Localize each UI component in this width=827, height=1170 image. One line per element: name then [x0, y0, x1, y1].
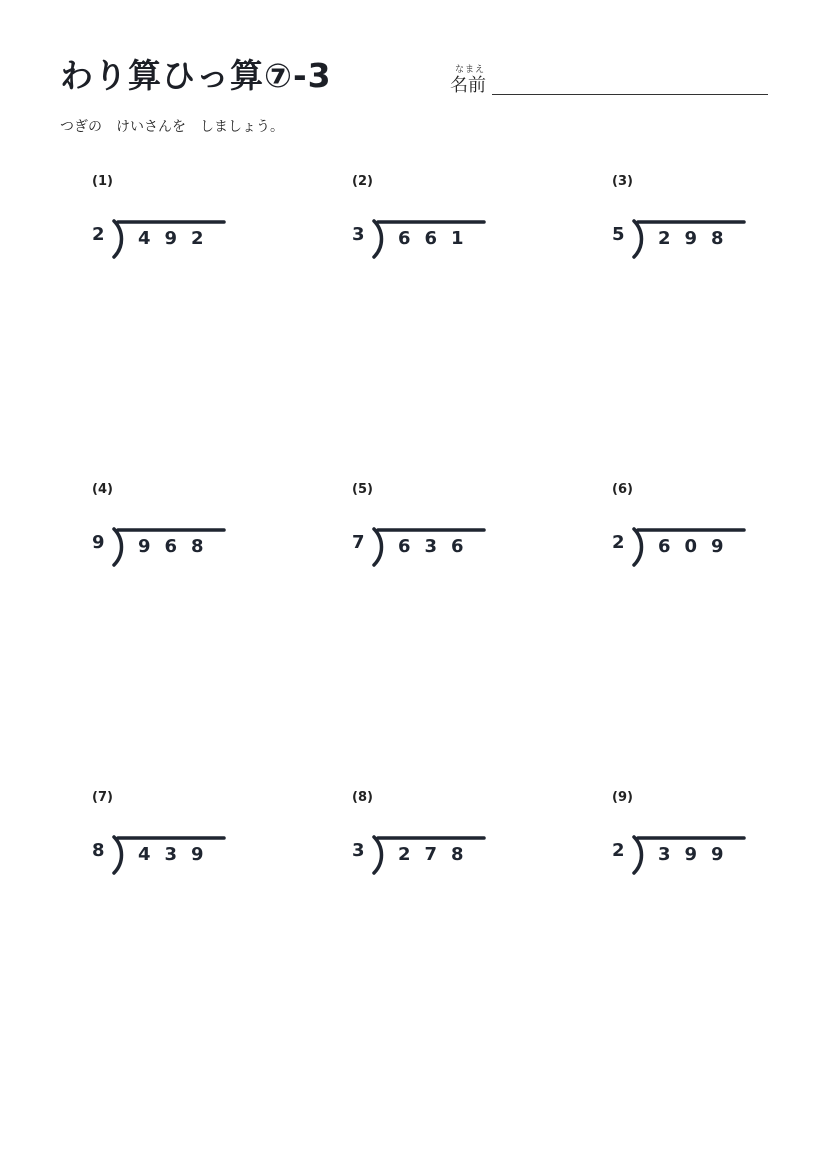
problem-number: (6) [612, 482, 633, 497]
division-bracket-icon [632, 221, 652, 257]
name-underline [492, 94, 768, 95]
problem-5 [352, 482, 552, 592]
divisor: 8 [92, 840, 105, 861]
dividend: 636 [398, 536, 478, 557]
dividend: 278 [398, 844, 478, 865]
divisor: 3 [352, 840, 365, 861]
divisor: 7 [352, 532, 365, 553]
problem-number: (4) [92, 482, 113, 497]
dividend: 492 [138, 228, 218, 249]
dividend: 661 [398, 228, 478, 249]
problem-4 [92, 482, 292, 592]
problem-number: (3) [612, 174, 633, 189]
division-bracket-icon [372, 529, 392, 565]
dividend: 439 [138, 844, 218, 865]
problem-3 [612, 174, 812, 284]
problem-number: (2) [352, 174, 373, 189]
name-ruby: なまえ [454, 65, 485, 75]
problem-2 [352, 174, 552, 284]
problem-number: (9) [612, 790, 633, 805]
division-bracket-icon [112, 837, 132, 873]
division-bracket-icon [372, 221, 392, 257]
problem-number: (7) [92, 790, 113, 805]
name-label: 名前 [450, 75, 486, 96]
divisor: 9 [92, 532, 105, 553]
dividend: 609 [658, 536, 738, 557]
division-bracket-icon [112, 529, 132, 565]
division-bracket-icon [372, 837, 392, 873]
problem-number: (5) [352, 482, 373, 497]
problem-number: (8) [352, 790, 373, 805]
dividend: 298 [658, 228, 738, 249]
divisor: 2 [92, 224, 105, 245]
divisor: 3 [352, 224, 365, 245]
dividend: 399 [658, 844, 738, 865]
problem-6 [612, 482, 812, 592]
dividend: 968 [138, 536, 218, 557]
division-bracket-icon [632, 529, 652, 565]
instructions: つぎの けいさんを しましょう。 [60, 119, 284, 135]
divisor: 2 [612, 532, 625, 553]
problem-1 [92, 174, 292, 284]
problem-9 [612, 790, 812, 900]
division-bracket-icon [632, 837, 652, 873]
problem-7 [92, 790, 292, 900]
problem-8 [352, 790, 552, 900]
divisor: 5 [612, 224, 625, 245]
worksheet-title: わり算ひっ算⑦-3 [60, 56, 332, 95]
name-field [450, 62, 770, 98]
problem-number: (1) [92, 174, 113, 189]
divisor: 2 [612, 840, 625, 861]
division-bracket-icon [112, 221, 132, 257]
